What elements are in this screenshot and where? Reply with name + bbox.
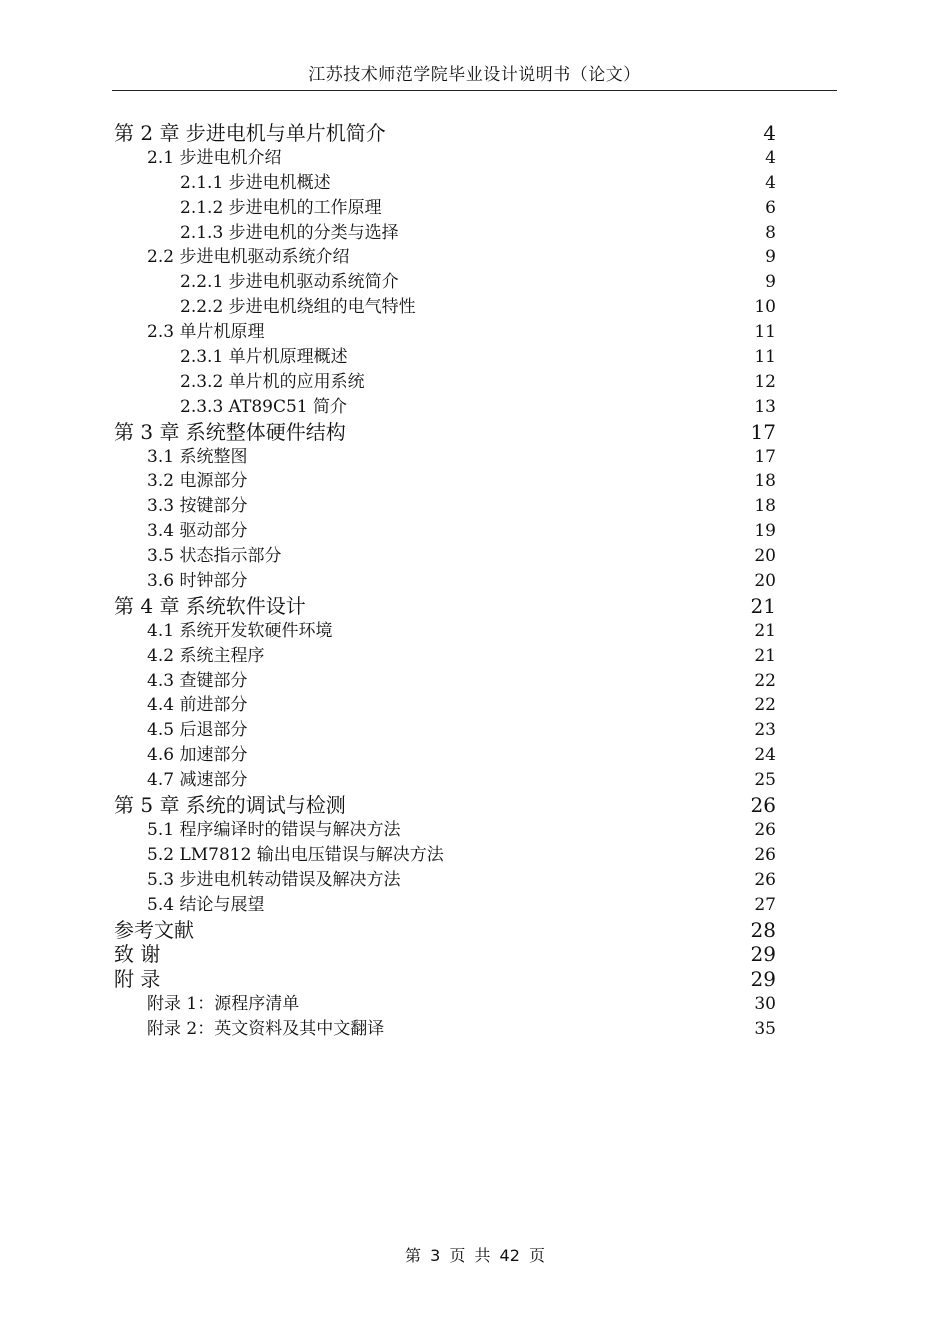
toc-entry-page: 20 bbox=[754, 571, 776, 592]
toc-entry-page: 26 bbox=[750, 793, 776, 818]
toc-entry-page: 10 bbox=[754, 297, 776, 318]
toc-entry-page: 22 bbox=[754, 695, 776, 716]
page-number-label: 第 3 页 共 42 页 bbox=[405, 1246, 545, 1265]
toc-entry[interactable] bbox=[0, 321, 950, 346]
toc-entry-title: 2.3.1 单片机原理概述 bbox=[180, 347, 348, 368]
toc-entry[interactable] bbox=[0, 819, 950, 844]
toc-entry-page: 26 bbox=[754, 819, 776, 840]
toc-entry-title: 4.3 查键部分 bbox=[147, 670, 248, 691]
toc-entry-title: 2.2.2 步进电机绕组的电气特性 bbox=[180, 297, 416, 318]
toc-entry-page: 27 bbox=[754, 894, 776, 915]
toc-entry-page: 35 bbox=[754, 1019, 776, 1040]
toc-entry[interactable] bbox=[0, 470, 950, 495]
toc-entry-page: 29 bbox=[750, 942, 776, 967]
toc-entry[interactable] bbox=[0, 869, 950, 894]
toc-entry-title: 2.2 步进电机驱动系统介绍 bbox=[147, 247, 350, 268]
toc-entry-page: 23 bbox=[754, 720, 776, 741]
document-title: 江苏技术师范学院毕业设计说明书（论文） bbox=[308, 65, 641, 85]
toc-entry-page: 26 bbox=[754, 869, 776, 890]
toc-entry-page: 19 bbox=[754, 521, 776, 542]
toc-entry-page: 18 bbox=[754, 471, 776, 492]
toc-entry[interactable] bbox=[0, 147, 950, 172]
toc-entry-page: 17 bbox=[750, 419, 776, 444]
toc-entry-title: 致 谢 bbox=[114, 942, 161, 967]
toc-entry-page: 9 bbox=[765, 272, 776, 293]
toc-entry[interactable] bbox=[0, 122, 950, 147]
toc-entry[interactable] bbox=[0, 670, 950, 695]
toc-entry-title: 2.1.2 步进电机的工作原理 bbox=[180, 197, 382, 218]
page-footer bbox=[0, 1245, 950, 1267]
toc-entry[interactable] bbox=[0, 296, 950, 321]
toc-entry[interactable] bbox=[0, 520, 950, 545]
toc-entry-page: 4 bbox=[763, 121, 776, 145]
toc-entry[interactable] bbox=[0, 197, 950, 222]
toc-entry-title: 2.1 步进电机介绍 bbox=[147, 147, 282, 168]
toc-entry-title: 4.5 后退部分 bbox=[147, 720, 248, 741]
toc-entry-page: 8 bbox=[765, 222, 776, 243]
toc-entry-page: 12 bbox=[754, 371, 776, 392]
toc-entry[interactable] bbox=[0, 246, 950, 271]
toc-entry-title: 2.3.3 AT89C51 简介 bbox=[180, 396, 348, 417]
toc-entry-title: 4.7 减速部分 bbox=[147, 770, 248, 791]
toc-entry[interactable] bbox=[0, 1018, 950, 1043]
toc-entry-page: 21 bbox=[754, 645, 776, 666]
toc-entry-page: 30 bbox=[754, 994, 776, 1015]
toc-entry-title: 3.6 时钟部分 bbox=[147, 571, 248, 592]
toc-entry-title: 2.2.1 步进电机驱动系统简介 bbox=[180, 272, 399, 293]
toc-entry-title: 4.4 前进部分 bbox=[147, 695, 248, 716]
toc-entry-title: 2.1.3 步进电机的分类与选择 bbox=[180, 222, 399, 243]
toc-entry-title: 附 录 bbox=[114, 967, 161, 992]
toc-entry-page: 24 bbox=[754, 745, 776, 766]
toc-entry-page: 18 bbox=[754, 496, 776, 517]
toc-entry-title: 5.4 结论与展望 bbox=[147, 894, 265, 915]
toc-entry-title: 4.6 加速部分 bbox=[147, 745, 248, 766]
toc-entry-page: 20 bbox=[754, 546, 776, 567]
toc-entry[interactable] bbox=[0, 645, 950, 670]
toc-entry[interactable] bbox=[0, 968, 950, 993]
toc-entry-title: 3.2 电源部分 bbox=[147, 471, 248, 492]
toc-entry-title: 5.2 LM7812 输出电压错误与解决方法 bbox=[147, 844, 444, 865]
toc-entry-title: 2.3 单片机原理 bbox=[147, 322, 265, 343]
page-header bbox=[112, 64, 837, 91]
toc-entry[interactable] bbox=[0, 446, 950, 471]
toc-entry-title: 3.4 驱动部分 bbox=[147, 521, 248, 542]
toc-entry-page: 11 bbox=[754, 322, 776, 343]
toc-entry-title: 5.3 步进电机转动错误及解决方法 bbox=[147, 869, 401, 890]
toc-entry-title: 3.1 系统整图 bbox=[147, 446, 248, 467]
toc-entry-title: 第 4 章 系统软件设计 bbox=[114, 593, 306, 618]
toc-entry[interactable] bbox=[0, 421, 950, 446]
toc-entry[interactable] bbox=[0, 993, 950, 1018]
toc-entry-page: 6 bbox=[765, 197, 776, 218]
toc-entry[interactable] bbox=[0, 172, 950, 197]
toc-entry-title: 4.1 系统开发软硬件环境 bbox=[147, 620, 333, 641]
toc-entry-title: 第 3 章 系统整体硬件结构 bbox=[114, 419, 346, 444]
toc-entry[interactable] bbox=[0, 794, 950, 819]
toc-entry-title: 3.5 状态指示部分 bbox=[147, 546, 282, 567]
toc-entry-page: 25 bbox=[754, 770, 776, 791]
toc-entry-page: 26 bbox=[754, 844, 776, 865]
toc-entry-page: 9 bbox=[765, 247, 776, 268]
toc-entry-title: 第 2 章 步进电机与单片机简介 bbox=[114, 121, 386, 145]
toc-entry-title: 3.3 按键部分 bbox=[147, 496, 248, 517]
toc-entry[interactable] bbox=[0, 595, 950, 620]
toc-entry[interactable] bbox=[0, 346, 950, 371]
toc-entry-title: 附录 1：源程序清单 bbox=[147, 994, 300, 1015]
toc-entry-page: 22 bbox=[754, 670, 776, 691]
toc-entry-title: 附录 2：英文资料及其中文翻译 bbox=[147, 1019, 385, 1040]
toc-entry-page: 4 bbox=[765, 172, 776, 193]
toc-entry[interactable] bbox=[0, 495, 950, 520]
toc-entry-page: 28 bbox=[750, 917, 776, 942]
toc-entry[interactable] bbox=[0, 222, 950, 247]
toc-entry-page: 11 bbox=[754, 347, 776, 368]
toc-entry-title: 参考文献 bbox=[114, 917, 194, 942]
toc-entry-page: 17 bbox=[754, 446, 776, 467]
toc-entry-page: 13 bbox=[754, 396, 776, 417]
toc-entry[interactable] bbox=[0, 844, 950, 869]
toc-entry-title: 2.1.1 步进电机概述 bbox=[180, 172, 331, 193]
toc-entry-title: 4.2 系统主程序 bbox=[147, 645, 265, 666]
toc-entry[interactable] bbox=[0, 694, 950, 719]
toc-entry-title: 第 5 章 系统的调试与检测 bbox=[114, 793, 346, 818]
toc-entry-page: 21 bbox=[754, 620, 776, 641]
toc-entry-title: 5.1 程序编译时的错误与解决方法 bbox=[147, 819, 401, 840]
toc-entry-page: 4 bbox=[765, 147, 776, 168]
toc-entry[interactable] bbox=[0, 744, 950, 769]
toc-entry[interactable] bbox=[0, 620, 950, 645]
toc-entry[interactable] bbox=[0, 271, 950, 296]
toc-entry[interactable] bbox=[0, 371, 950, 396]
toc-entry-page: 21 bbox=[750, 593, 776, 618]
table-of-contents bbox=[0, 122, 950, 1043]
toc-entry-title: 2.3.2 单片机的应用系统 bbox=[180, 371, 365, 392]
toc-entry-page: 29 bbox=[750, 967, 776, 992]
toc-entry[interactable] bbox=[0, 719, 950, 744]
toc-entry[interactable] bbox=[0, 545, 950, 570]
